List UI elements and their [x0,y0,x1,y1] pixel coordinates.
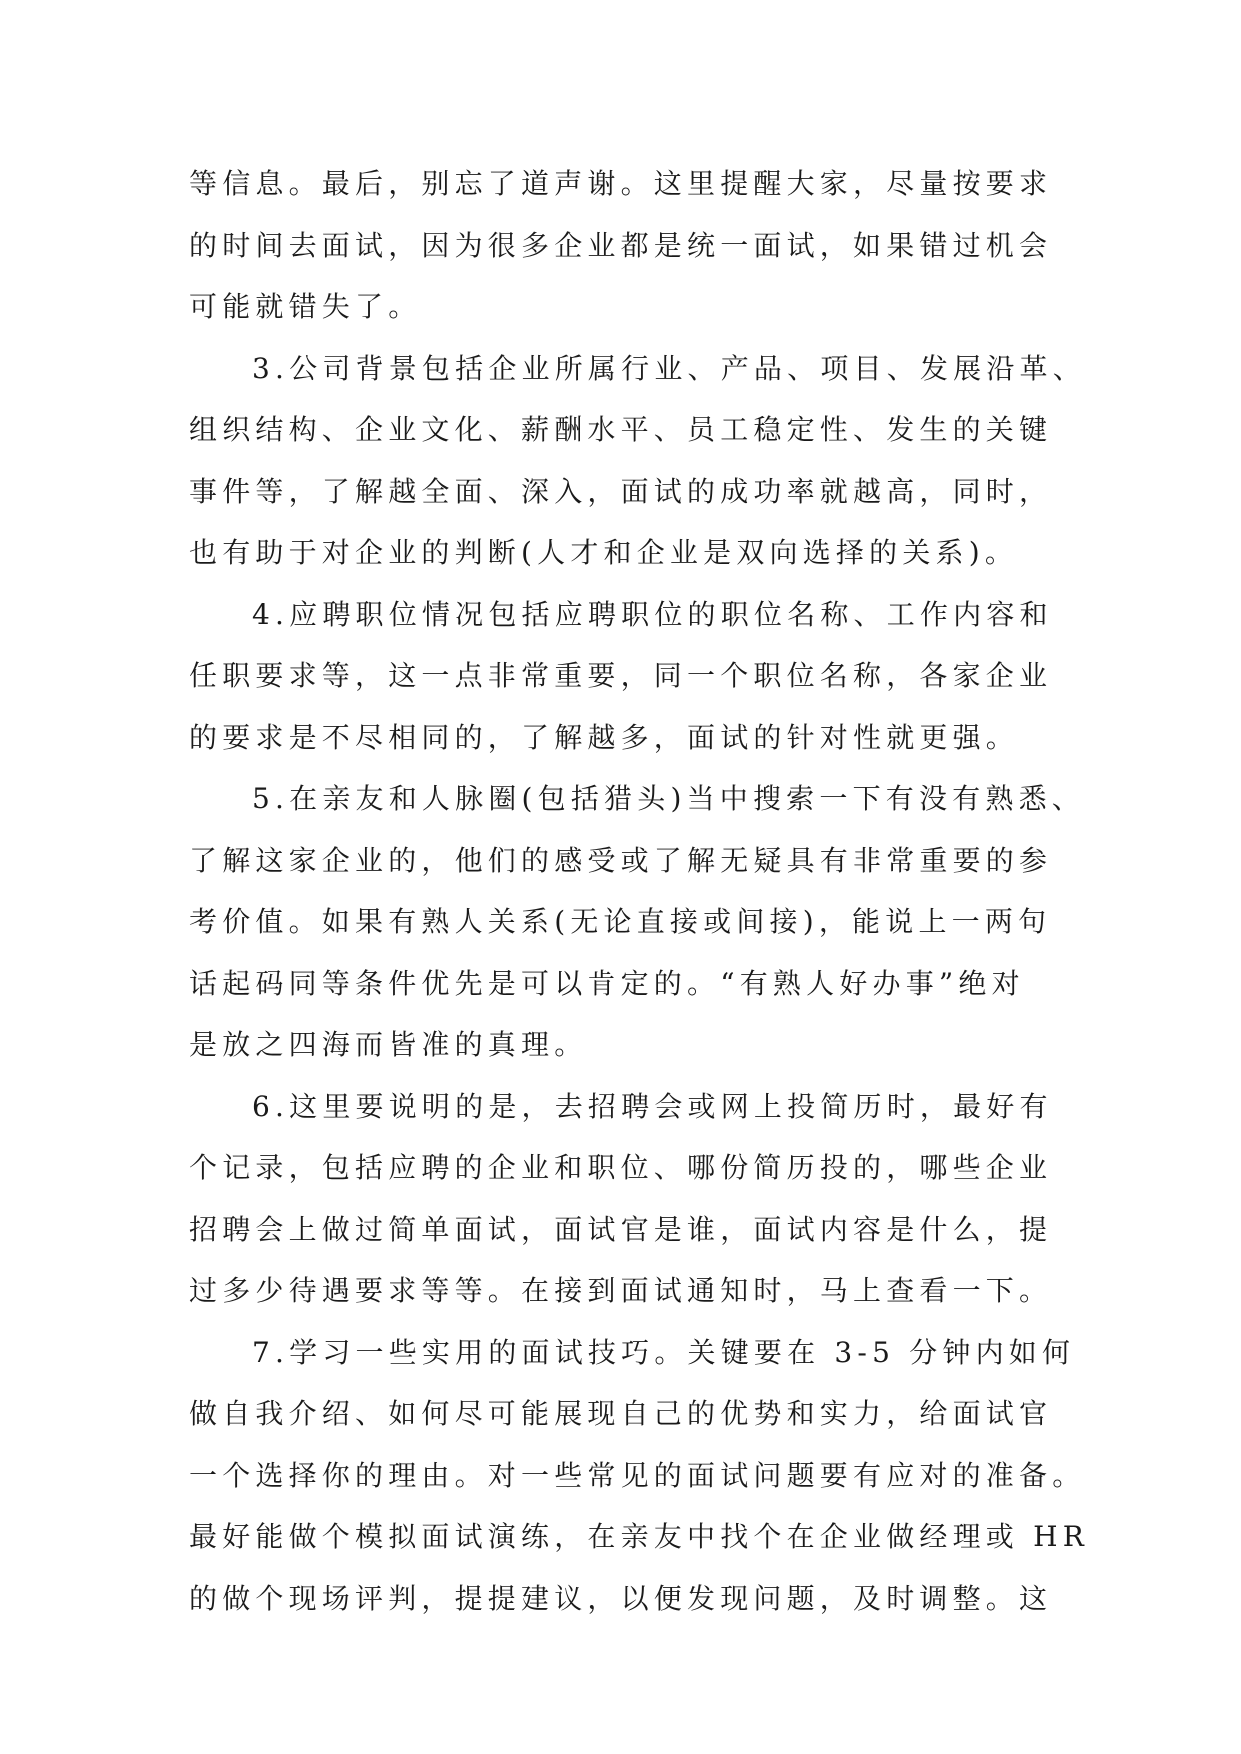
paragraph-4-start: 4.应聘职位情况包括应聘职位的职位名称、工作内容和 [252,597,1053,631]
text-line-6: 事件等，了解越全面、深入，面试的成功率就越高，同时， [189,474,1053,508]
paragraph-3-start: 3.公司背景包括企业所属行业、产品、项目、发展沿革、 [252,351,1086,385]
text-line-9: 任职要求等，这一点非常重要，同一个职位名称，各家企业 [189,659,1053,692]
text-line-13: 考价值。如果有熟人关系(无论直接或间接)，能说上一两句 [189,905,1052,938]
text-line-22: 一个选择你的理由。对一些常见的面试问题要有应对的准备。 [189,1458,1086,1492]
text-line-1: 等信息。最后，别忘了道声谢。这里提醒大家，尽量按要求 [189,167,1053,200]
text-line-19: 过多少待遇要求等等。在接到面试通知时，马上查看一下。 [189,1274,1053,1307]
text-line-17: 个记录，包括应聘的企业和职位、哪份简历投的，哪些企业 [189,1151,1053,1184]
text-line-2: 的时间去面试，因为很多企业都是统一面试，如果错过机会 [189,228,1053,262]
text-line-5: 组织结构、企业文化、薪酬水平、员工稳定性、发生的关键 [189,413,1053,446]
text-line-21: 做自我介绍、如何尽可能展现自己的优势和实力，给面试官 [189,1397,1053,1430]
text-line-7: 也有助于对企业的判断(人才和企业是双向选择的关系)。 [189,536,1019,569]
text-line-18: 招聘会上做过简单面试，面试官是谁，面试内容是什么，提 [189,1212,1053,1246]
paragraph-6-start: 6.这里要说明的是，去招聘会或网上投简历时，最好有 [252,1089,1053,1123]
text-line-15: 是放之四海而皆准的真理。 [189,1028,588,1061]
text-line-14: 话起码同等条件优先是可以肯定的。“有熟人好办事”绝对 [189,966,1025,1000]
paragraph-5-start: 5.在亲友和人脉圈(包括猎头)当中搜索一下有没有熟悉、 [252,782,1085,815]
paragraph-7-start: 7.学习一些实用的面试技巧。关键要在 3-5 分钟内如何 [252,1335,1076,1369]
body-text [189,153,1090,1629]
text-line-3: 可能就错失了。 [189,290,422,323]
text-line-23: 最好能做个模拟面试演练，在亲友中找个在企业做经理或 HR [189,1520,1090,1553]
text-line-24: 的做个现场评判，提提建议，以便发现问题，及时调整。这 [189,1581,1053,1615]
text-line-10: 的要求是不尽相同的，了解越多，面试的针对性就更强。 [189,720,1020,754]
text-line-12: 了解这家企业的，他们的感受或了解无疑具有非常重要的参 [189,843,1053,877]
